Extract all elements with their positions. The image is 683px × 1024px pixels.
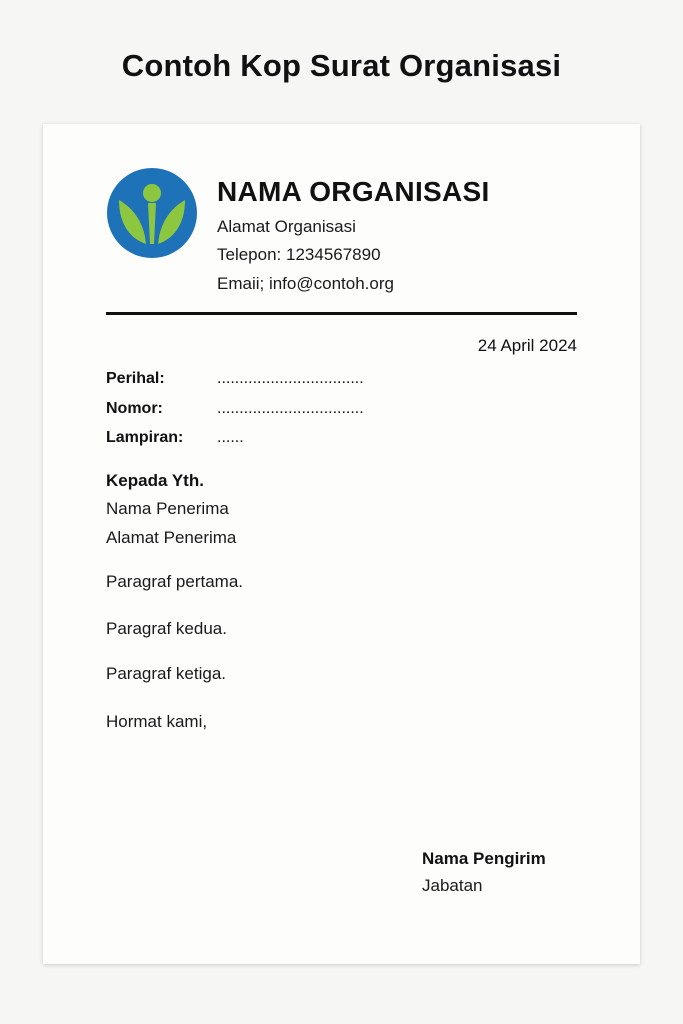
- letter-date: 24 April 2024: [477, 336, 577, 355]
- letterhead-divider: [106, 312, 577, 315]
- closing-salutation: Hormat kami,: [106, 712, 208, 731]
- organization-phone: Telepon: 1234567890: [217, 245, 381, 264]
- subject-label: Perihal:: [106, 370, 165, 387]
- recipient-heading: Kepada Yth.: [106, 471, 204, 490]
- attachment-label: Lampiran:: [106, 429, 184, 446]
- sender-name: Nama Pengirim: [422, 849, 546, 868]
- attachment-value: ......: [217, 429, 244, 446]
- letter-sheet: [43, 124, 640, 964]
- organization-address: Alamat Organisasi: [217, 217, 356, 236]
- recipient-address: Alamat Penerima: [106, 528, 237, 547]
- paragraph-second: Paragraf kedua.: [106, 619, 227, 638]
- paragraph-third: Paragraf ketiga.: [106, 664, 227, 683]
- number-value: .................................: [217, 400, 364, 417]
- number-label: Nomor:: [106, 400, 163, 417]
- sender-title: Jabatan: [422, 876, 483, 895]
- subject-value: .................................: [217, 370, 364, 387]
- recipient-name: Nama Penerima: [106, 499, 229, 518]
- organization-logo-icon: [107, 168, 197, 258]
- paragraph-first: Paragraf pertama.: [106, 572, 244, 591]
- page-title: Contoh Kop Surat Organisasi: [121, 48, 562, 83]
- organization-email: Emaii; info@contoh.org: [217, 274, 394, 293]
- organization-name: NAMA ORGANISASI: [217, 176, 490, 207]
